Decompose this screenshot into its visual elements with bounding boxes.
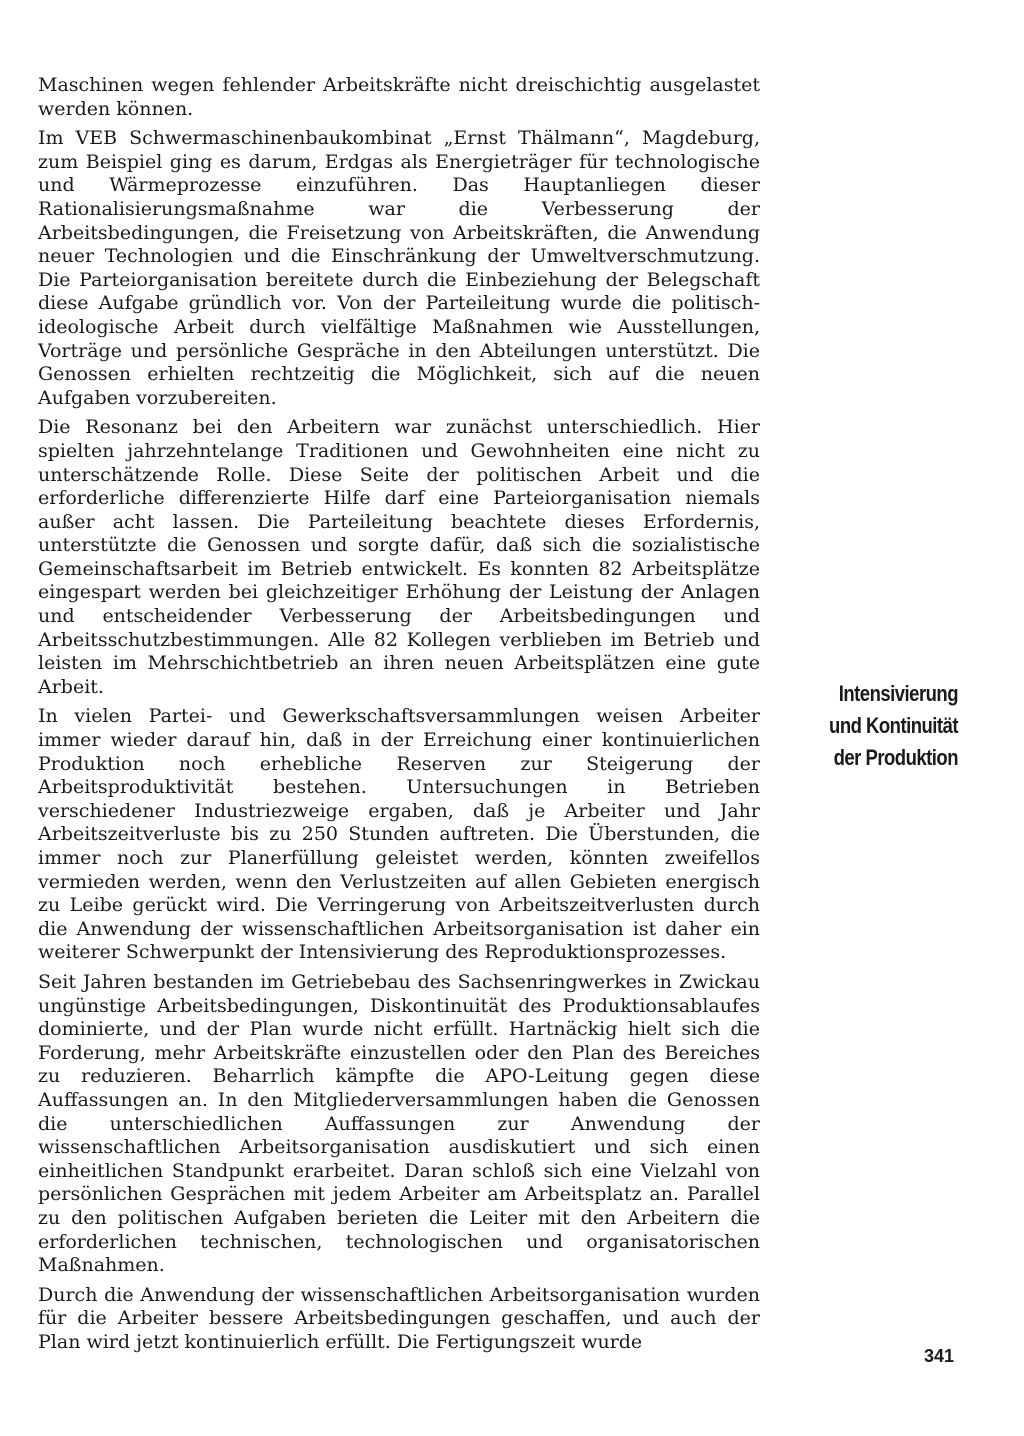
page-number: 341 xyxy=(923,1346,954,1366)
margin-heading-line-3: der Produktion xyxy=(833,745,958,770)
paragraph-resonance: Die Resonanz bei den Arbeitern war zunächst unterschiedlich. Hier spielten jahrzehntelange Traditionen und Gewohnheiten eine nicht zu unterschätzende Rolle. Diese Seite der politischen Arbeit und die erforderliche differenzierte Hilfe darf eine Parteiorganisation niemals außer acht lassen. Die Parteileitung beachtete dieses Erfordernis, unterstützte die Genossen und sorgte dafür, daß sich die sozialistische Gemeinschaftsarbeit im Betrieb entwickelt. Es konnten 82 Arbeitsplätze eingespart werden bei gleichzeitiger Erhöhung der Leistung der Anlagen und entscheidender Verbesserung der Arbeitsbedingungen und Arbeitsschutzbestimmungen. Alle 82 Kollegen verblieben im Betrieb und leisten im Mehrschichtbetrieb an ihren neuen Arbeitsplätzen eine gute Arbeit. xyxy=(38,416,760,698)
paragraph-continuation: Maschinen wegen fehlender Arbeitskräfte nicht dreischichtig ausgelastet werden können. xyxy=(38,74,760,120)
paragraph-working-time-losses: In vielen Partei- und Gewerkschaftsversammlungen weisen Arbeiter immer wieder darauf hin, daß in der Erreichung einer kontinuierlichen Produktion noch erhebliche Reserven zur Steigerung der Arbeitsproduktivität bestehen. Untersuchungen in Betrieben verschiedener Industriezweige ergaben, daß je Arbeiter und Jahr Arbeitszeitverluste bis zu 250 Stunden auftreten. Die Überstunden, die immer noch zur Planerfüllung geleistet werden, könnten zweifellos vermieden werden, wenn den Verlustzeiten auf allen Gebieten energisch zu Leibe gerückt wird. Die Verringerung von Arbeitszeitverlusten durch die Anwendung der wissenschaftlichen Arbeitsorganisation ist daher ein weiterer Schwerpunkt der Intensivierung des Reproduktionsprozesses. xyxy=(38,705,760,964)
margin-heading xyxy=(815,678,958,774)
paragraph-work-organisation: Durch die Anwendung der wissenschaftlichen Arbeitsorganisation wurden für die Arbeiter bessere Arbeitsbedingungen geschaffen, und auch der Plan wird jetzt kontinuierlich erfüllt. Die Fertigungszeit wurde xyxy=(38,1283,760,1353)
margin-heading-line-1: Intensivierung xyxy=(838,681,958,706)
margin-heading-line-2: und Kontinuität xyxy=(829,713,958,738)
main-text-column xyxy=(38,74,760,1360)
paragraph-magdeburg-example: Im VEB Schwermaschinenbaukombinat „Ernst Thälmann“, Magdeburg, zum Beispiel ging es darum, Erdgas als Energieträger für technologische und Wärmeprozesse einzuführen. Das Hauptanliegen dieser Rationalisierungsmaßnahme war die Verbesserung der Arbeitsbedingungen, die Freisetzung von Arbeitskräften, die Anwendung neuer Technologien und die Einschränkung der Umweltverschmutzung. Die Parteiorganisation bereitete durch die Einbeziehung der Belegschaft diese Aufgabe gründlich vor. Von der Parteileitung wurde die politisch-ideologische Arbeit durch vielfältige Maßnahmen wie Ausstellungen, Vorträge und persönliche Gespräche in den Abteilungen unterstützt. Die Genossen erhielten rechtzeitig die Möglichkeit, sich auf die neuen Aufgaben vorzubereiten. xyxy=(38,127,760,409)
paragraph-zwickau-example: Seit Jahren bestanden im Getriebebau des Sachsenringwerkes in Zwickau ungünstige Arbeitsbedingungen, Diskontinuität des Produktionsablaufes dominierte, und der Plan wurde nicht erfüllt. Hartnäckig hielt sich die Forderung, mehr Arbeitskräfte einzustellen oder den Plan des Bereiches zu reduzieren. Beharrlich kämpfte die APO-Leitung gegen diese Auffassungen an. In den Mitgliederversammlungen haben die Genossen die unterschiedlichen Auffassungen zur Anwendung der wissenschaftlichen Arbeitsorganisation ausdiskutiert und sich einen einheitlichen Standpunkt erarbeitet. Daran schloß sich eine Vielzahl von persönlichen Gesprächen mit jedem Arbeiter am Arbeitsplatz an. Parallel zu den politischen Aufgaben berieten die Leiter mit den Arbeitern die erforderlichen technischen, technologischen und organisatorischen Maßnahmen. xyxy=(38,970,760,1277)
